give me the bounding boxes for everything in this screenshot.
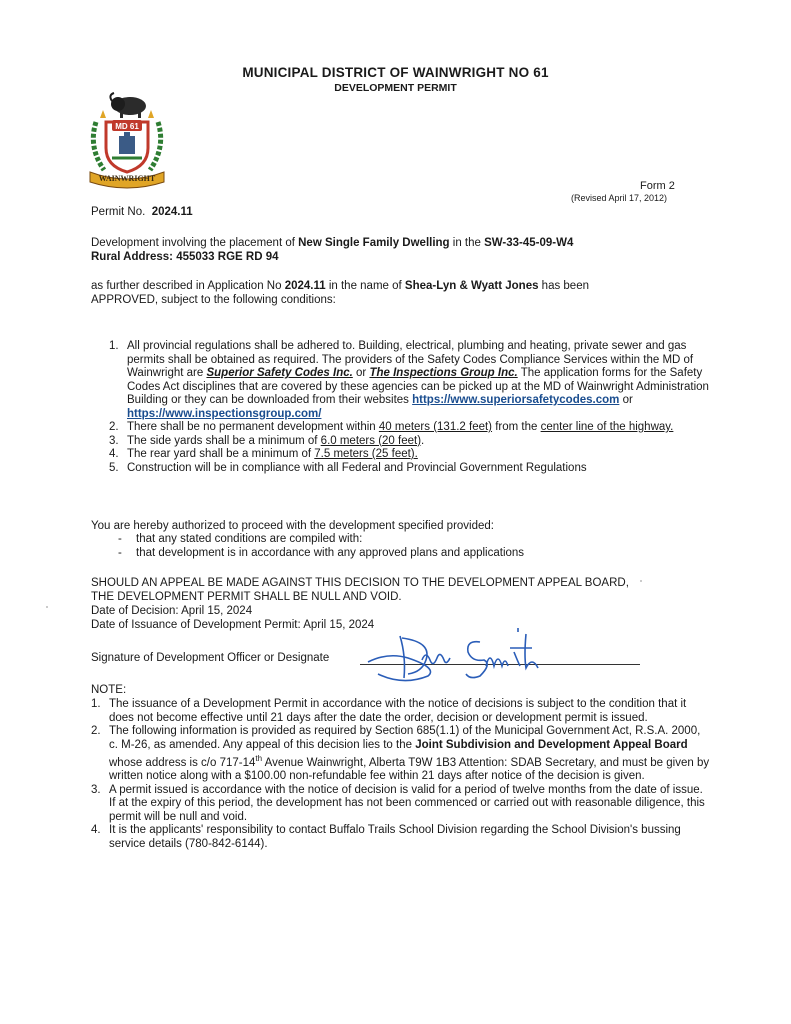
- side-yard-distance: 6.0 meters (20 feet): [320, 434, 422, 447]
- note-text: It is the applicants' responsibility to contact Buffalo Trails School Division regarding the School Division's bussing service details (780-842-6144).: [109, 824, 681, 850]
- authorization-intro: You are hereby authorized to proceed with the development specified provided:: [91, 520, 494, 532]
- scan-speck: [46, 606, 48, 608]
- note-number: 1.: [91, 698, 101, 710]
- condition-text: The side yards shall be a minimum of: [127, 434, 321, 447]
- note-text-2: whose address is c/o 717-14: [109, 756, 256, 769]
- application-mid: in the name of: [325, 280, 405, 292]
- provider-inspections-group: The Inspections Group Inc.: [369, 367, 518, 379]
- inspections-group-link[interactable]: https://www.inspectionsgroup.com/: [127, 407, 322, 420]
- development-prefix: Development involving the placement of: [91, 237, 299, 249]
- condition-text: There shall be no permanent development within: [127, 421, 379, 433]
- note-item: [91, 824, 711, 851]
- authorization-item: [118, 547, 524, 561]
- condition-period: .: [421, 434, 425, 447]
- date-of-issuance: Date of Issuance of Development Permit: April 15, 2024: [91, 619, 375, 631]
- notes-list: [91, 698, 711, 851]
- superior-safety-codes-link[interactable]: https://www.superiorsafetycodes.com: [412, 394, 620, 406]
- applicant-name: Shea-Lyn & Wyatt Jones: [404, 280, 539, 292]
- dash-bullet: -: [118, 533, 122, 545]
- condition-text: Construction will be in compliance with all Federal and Provincial Government Regulations: [127, 461, 587, 474]
- rear-yard-distance: 7.5 meters (25 feet).: [314, 448, 418, 460]
- condition-item: [109, 462, 709, 476]
- authorization-item: [118, 533, 524, 547]
- note-item: [91, 698, 711, 725]
- appeal-board-name: Joint Subdivision and Development Appeal Board: [415, 738, 688, 751]
- condition-or: or: [352, 367, 370, 379]
- provider-superior: Superior Safety Codes Inc.: [206, 367, 353, 379]
- condition-text-2: from the: [492, 421, 541, 433]
- conditions-list: [109, 340, 709, 475]
- development-mid: in the: [449, 237, 485, 249]
- condition-text: All provincial regulations shall be adhered to. Building, electrical, plumbing and heating, private sewer and gas permits shall be obtained as required. The providers of the Safety Codes Compliance Services within the MD of Wainwright are: [127, 340, 694, 379]
- date-of-decision: Date of Decision: April 15, 2024: [91, 605, 253, 617]
- condition-number: 1.: [109, 340, 119, 352]
- condition-number: 5.: [109, 461, 119, 474]
- note-text: The issuance of a Development Permit in accordance with the notice of decisions is subject to the condition that it does not become effective until 21 days after the date the order, decision or development permit is issued.: [109, 698, 687, 724]
- condition-number: 2.: [109, 421, 119, 433]
- note-number: 4.: [91, 824, 101, 837]
- logo-bottom-text: WAINWRIGHT: [98, 174, 156, 183]
- condition-text: The rear yard shall be a minimum of: [127, 448, 315, 460]
- form-revised: (Revised April 17, 2012): [571, 193, 668, 203]
- highway-reference: center line of the highway.: [540, 421, 674, 433]
- note-text: A permit issued is accordance with the notice of decision is valid for a period of twelve months from the date of issue. If at the expiry of this period, the development has not been commenced or carried out with reasonable diligence, this permit will be null and void.: [109, 783, 705, 823]
- note-number: 3.: [91, 783, 101, 796]
- development-location: SW-33-45-09-W4: [484, 237, 574, 249]
- form-label: Form 2: [640, 180, 675, 192]
- note-item: [91, 784, 711, 825]
- condition-number: 3.: [109, 434, 119, 447]
- application-approved: APPROVED, subject to the following conditions:: [91, 294, 336, 306]
- notes-heading: NOTE:: [91, 684, 127, 696]
- permit-label: Permit No.: [91, 206, 146, 218]
- condition-or-2: or: [619, 394, 633, 406]
- application-prefix: as further described in Application No: [91, 280, 285, 292]
- note-item: [91, 725, 711, 784]
- note-text: The following information is provided as required by Section 685(1.1) of the Municipal Government Act, R.S.A. 2000, c. M-26, as amended. Any appeal of this decision lies to the: [109, 725, 701, 751]
- note-number: 2.: [91, 725, 101, 737]
- application-suffix: has been: [538, 280, 589, 292]
- development-type: New Single Family Dwelling: [298, 237, 450, 249]
- condition-item: [109, 435, 709, 449]
- appeal-warning-2: THE DEVELOPMENT PERMIT SHALL BE NULL AND VOID.: [91, 591, 402, 603]
- rural-address: Rural Address: 455033 RGE RD 94: [91, 251, 279, 263]
- condition-text-2: The application forms for the Safety Codes Act disciplines that are covered by these agencies can be picked up at the MD of Wainwright Administration Building or they can be downloaded from their websites: [127, 367, 709, 406]
- setback-distance: 40 meters (131.2 feet): [378, 421, 493, 433]
- application-line: [91, 280, 589, 294]
- appeal-warning-1: SHOULD AN APPEAL BE MADE AGAINST THIS DECISION TO THE DEVELOPMENT APPEAL BOARD,: [91, 577, 629, 589]
- scan-speck: [640, 580, 642, 582]
- authorization-list: [118, 533, 524, 560]
- page-title: MUNICIPAL DISTRICT OF WAINWRIGHT NO 61: [242, 65, 549, 80]
- condition-item: [109, 340, 709, 421]
- logo-top-text: MD 61: [115, 122, 139, 131]
- development-description: [91, 237, 573, 251]
- dash-bullet: -: [118, 546, 122, 559]
- condition-item: [109, 448, 709, 462]
- condition-item: [109, 421, 709, 435]
- authorization-text: that any stated conditions are compiled with:: [136, 533, 363, 545]
- note-text-3: Avenue Wainwright, Alberta T9W 1B3 Attention: SDAB Secretary, and must be given by written notice along with a $100.00 non-refundable fee within 21 days after notice of the decision is given.: [109, 756, 710, 783]
- ordinal-superscript: th: [255, 754, 263, 763]
- permit-number: [91, 206, 193, 218]
- condition-number: 4.: [109, 448, 119, 460]
- signature-label: Signature of Development Officer or Designate: [91, 652, 330, 664]
- application-number: 2024.11: [284, 280, 326, 292]
- permit-number-value: 2024.11: [151, 206, 193, 218]
- page-subtitle: DEVELOPMENT PERMIT: [334, 82, 457, 94]
- md-crest-logo: [86, 92, 168, 190]
- handwritten-signature: [360, 622, 560, 682]
- authorization-text: that development is in accordance with any approved plans and applications: [136, 546, 525, 559]
